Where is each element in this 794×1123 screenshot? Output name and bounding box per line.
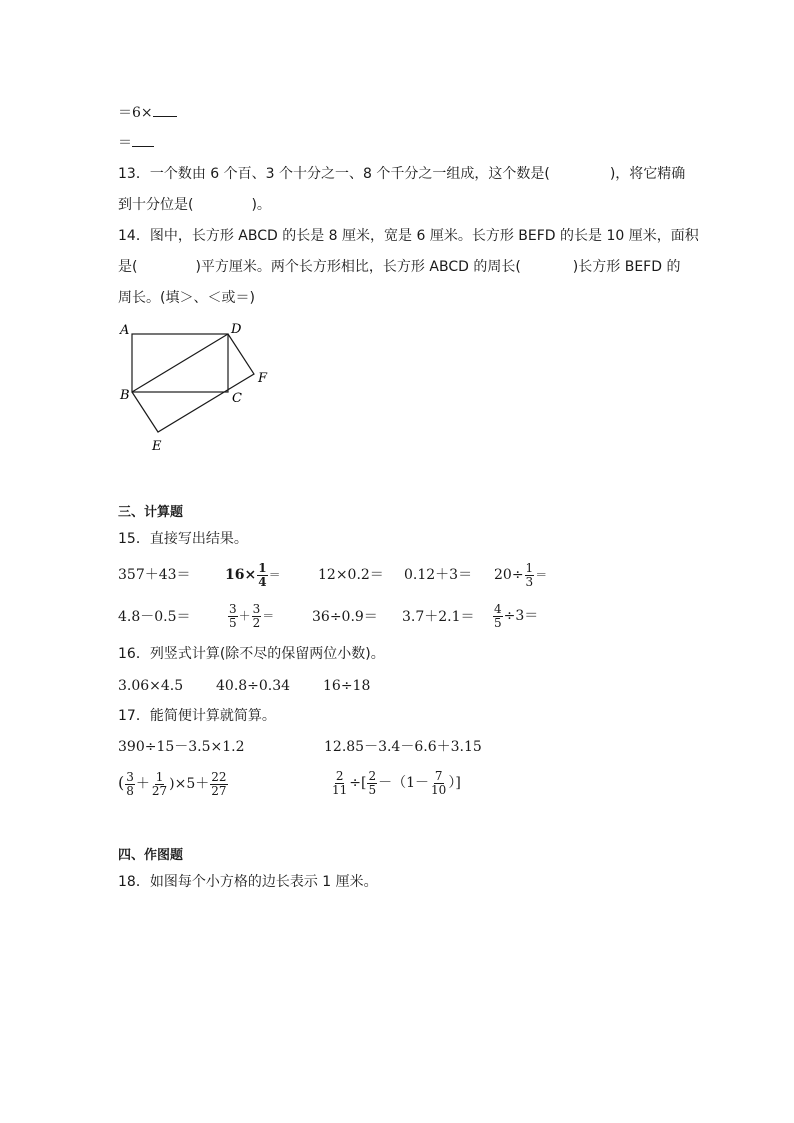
fraction: $\frac{1}{4}$ xyxy=(258,560,267,589)
q13-line-2: 到十分位是( )。 xyxy=(118,197,271,213)
q14-line-1: 14．图中，长方形 ABCD 的长是 8 厘米，宽是 6 厘米。长方形 BEFD 的长是 10 厘米，面积 xyxy=(118,228,699,244)
section-3-heading: 三、计算题 xyxy=(118,505,184,520)
fraction: $\frac{22}{27}$ xyxy=(211,769,227,798)
prev-line-2-text: ＝ xyxy=(118,135,132,151)
q17-prompt: 17．能简便计算就简算。 xyxy=(118,708,276,724)
q17-e4: $\frac{2}{11}$ ÷[ $\frac{2}{5}$ －（1－ $\frac{7}{10}$ ）] xyxy=(332,768,461,797)
label-c: C xyxy=(232,391,242,406)
q14-line-2: 是( )平方厘米。两个长方形相比，长方形 ABCD 的周长( )长方形 BEFD 的 xyxy=(118,259,681,275)
label-b: B xyxy=(120,388,130,403)
q15-r1-e1: 357＋43＝ xyxy=(118,567,191,583)
q15-r2-e1: 4.8－0.5＝ xyxy=(118,609,191,625)
fraction: $\frac{7}{10}$ xyxy=(431,768,447,797)
section-4-heading: 四、作图题 xyxy=(118,848,184,863)
label-a: A xyxy=(120,323,130,338)
fraction: $\frac{2}{5}$ xyxy=(368,768,377,797)
q15-r2-e3: 36÷0.9＝ xyxy=(312,609,378,625)
q18-prompt: 18．如图每个小方格的边长表示 1 厘米。 xyxy=(118,874,378,890)
q16-prompt: 16．列竖式计算(除不尽的保留两位小数)。 xyxy=(118,646,385,662)
q15-r2-e4: 3.7＋2.1＝ xyxy=(402,609,475,625)
q17-e3: ( $\frac{3}{8}$ ＋ $\frac{1}{27}$ )×5＋ $\frac{22}{27}$ xyxy=(118,769,227,798)
q14-line-3: 周长。(填＞、＜或＝) xyxy=(118,290,255,306)
q15-r2-e2: $\frac{3}{5}$ ＋ $\frac{3}{2}$ ＝ xyxy=(229,601,275,630)
q15-r1-e3: 12×0.2＝ xyxy=(318,567,384,583)
q15-r1-e5: 20÷ $\frac{1}{3}$ ＝ xyxy=(494,560,548,589)
fraction: $\frac{3}{2}$ xyxy=(252,601,261,630)
q16-e3: 16÷18 xyxy=(323,678,371,694)
q15-prompt: 15．直接写出结果。 xyxy=(118,531,248,547)
answer-blank[interactable] xyxy=(153,104,177,117)
q17-e1: 390÷15－3.5×1.2 xyxy=(118,739,245,755)
fraction: $\frac{1}{3}$ xyxy=(525,560,534,589)
prev-line-2 xyxy=(118,134,154,152)
fraction: $\frac{3}{8}$ xyxy=(126,769,134,798)
q16-e1: 3.06×4.5 xyxy=(118,678,184,694)
fraction: $\frac{4}{5}$ xyxy=(494,601,502,630)
answer-blank[interactable] xyxy=(132,134,154,147)
q15-r1-e4: 0.12＋3＝ xyxy=(404,567,473,583)
fraction: $\frac{2}{11}$ xyxy=(332,768,348,797)
rectangle-befd xyxy=(132,334,254,432)
q15-r2-e5: $\frac{4}{5}$ ÷3＝ xyxy=(494,601,539,630)
q15-r1-e2: 16× $\frac{1}{4}$ ＝ xyxy=(225,560,281,589)
label-d: D xyxy=(231,322,242,337)
fraction: $\frac{1}{27}$ xyxy=(151,769,168,798)
diagonal-bd xyxy=(132,334,228,392)
q13-line-1: 13．一个数由 6 个百、3 个十分之一、8 个千分之一组成，这个数是( )，将它精确 xyxy=(118,166,686,182)
q16-e2: 40.8÷0.34 xyxy=(216,678,291,694)
prev-line-1 xyxy=(118,104,177,122)
label-f: F xyxy=(258,371,268,386)
prev-line-1-text: ＝6× xyxy=(118,105,153,121)
fraction: $\frac{3}{5}$ xyxy=(229,601,237,630)
q17-e2: 12.85－3.4－6.6＋3.15 xyxy=(324,739,482,755)
rectangle-diagram xyxy=(110,318,290,458)
label-e: E xyxy=(152,439,162,454)
